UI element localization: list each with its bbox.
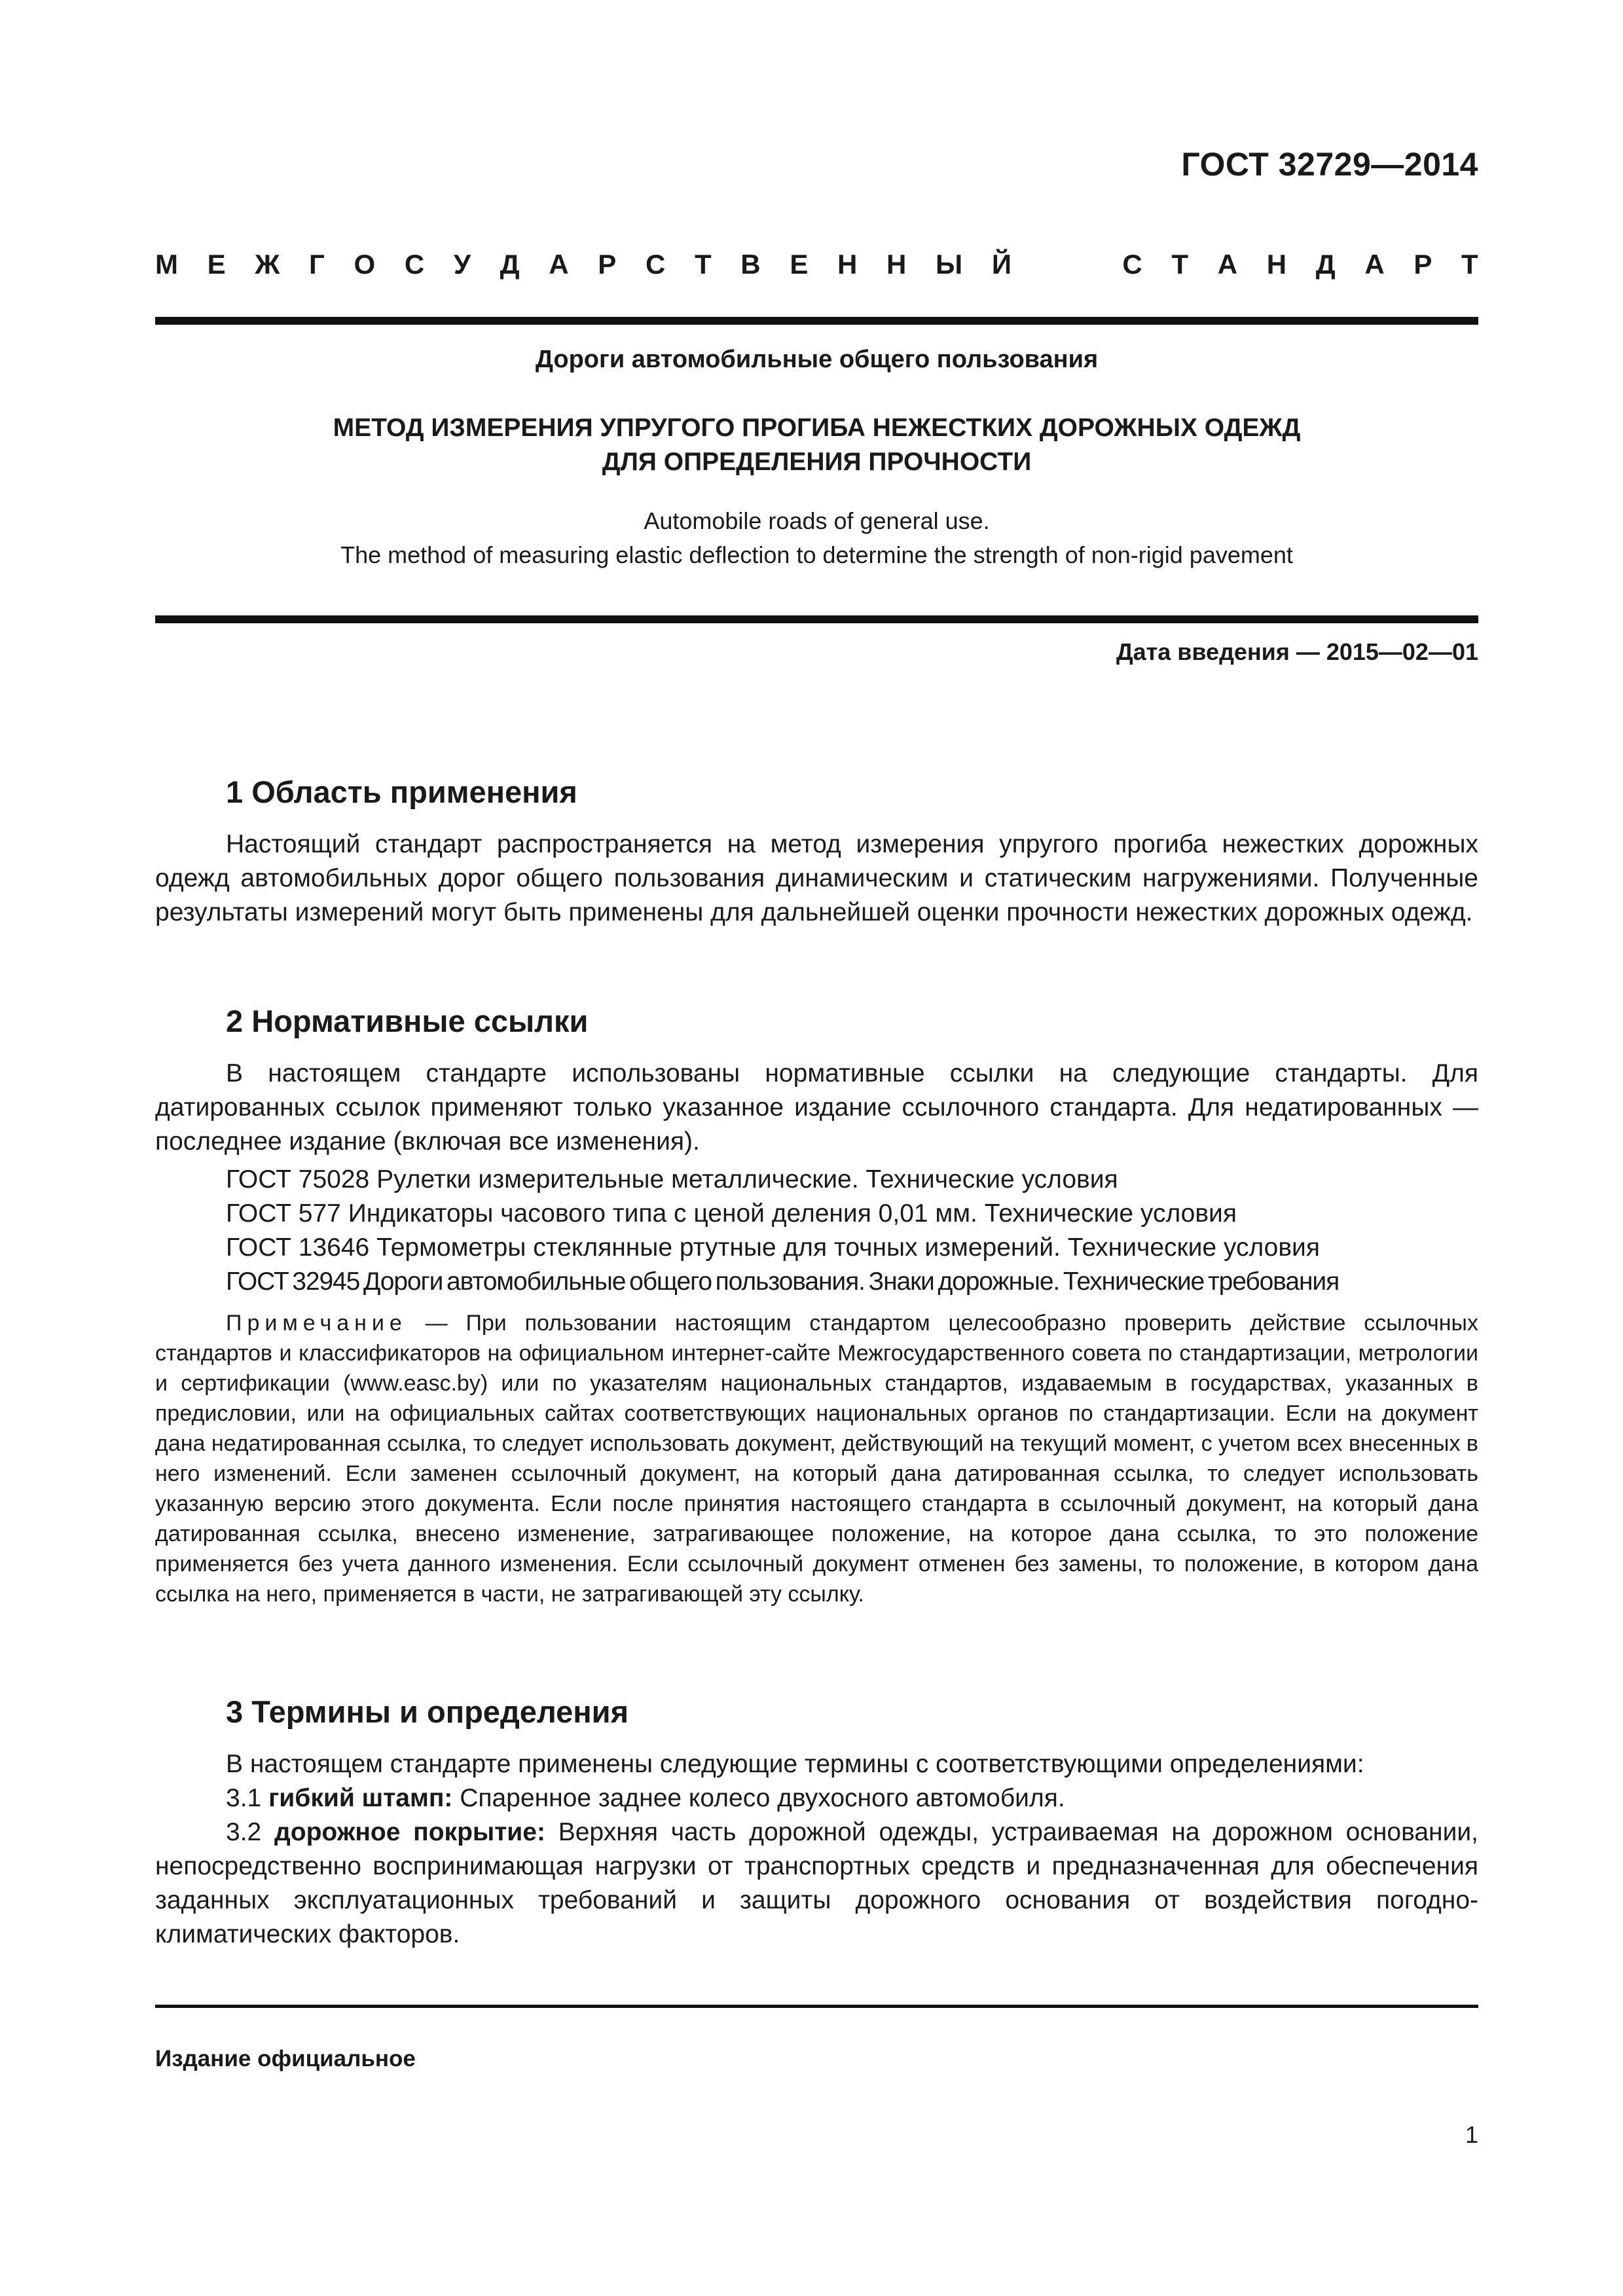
banner-letter: Р [598,249,617,280]
reference-item: ГОСТ 577 Индикаторы часового типа с ценой деления 0,01 мм. Технические условия [226,1199,1237,1228]
section-paragraph: В настоящем стандарте применены следующие термины с соответствующими определениями: [226,1750,1364,1778]
term-number: 3.2 [226,1818,274,1846]
term-definition [155,1815,1478,1952]
note-label: Примечание [226,1311,407,1336]
banner-letter: А [1217,249,1238,280]
banner-letter: Ж [255,249,280,280]
section-paragraph: В настоящем стандарте использованы нормативные ссылки на следующие стандарты. Для датированных ссылок применяют только указанное издание ссылочного стандарта. Для недатированных — последнее издание (включая все изменения). [155,1059,1478,1156]
title-divider [155,615,1478,623]
title-line: МЕТОД ИЗМЕРЕНИЯ УПРУГОГО ПРОГИБА НЕЖЕСТКИХ ДОРОЖНЫХ ОДЕЖД [333,414,1301,442]
english-title-line: The method of measuring elastic deflection to determine the strength of non-rigid pavement [340,541,1293,568]
term-definition [155,1781,1478,1815]
note-text: — При пользовании настоящим стандартом целесообразно проверить действие ссылочных стандартов и классификаторов на официальном интернет-сайте Межгосударственного совета по стандартизации, метрологии и сертификации (www.easc.by) или по указателям национальных стандартов, издаваемым в государствах, указанных в предисловии, или на официальных сайтах соответствующих национальных органов по стандартизации. Если на документ дана недатированная ссылка, то следует использовать документ, действующий на текущий момент, с учетом всех внесенных в него изменений. Если заменен ссылочный документ, на который дана датированная ссылка, то следует использовать указанную версию этого документа. Если после принятия настоящего стандарта в ссылочный документ, на который дана датированная ссылка, внесено изменение, затрагивающее положение, на которое дана ссылка, то это положение применяется без учета данного изменения. Если ссылочный документ отменен без замены, то положение, в котором дана ссылка на него, применяется в части, не затрагивающей эту ссылку. [155,1311,1478,1607]
page-number: 1 [1465,2121,1478,2148]
section-paragraph: Настоящий стандарт распространяется на метод измерения упругого прогиба нежестких дорожных одежд автомобильных дорог общего пользования динамическим и статическим нагружениями. Полученные результаты измерений могут быть применены для дальнейшей оценки прочности нежестких дорожных одежд. [155,830,1478,926]
term-name: дорожное покрытие: [274,1818,545,1846]
introduction-date: Дата введения — 2015—02—01 [1116,638,1478,665]
banner-letter: Й [991,249,1012,280]
term-text: Верхняя часть дорожной одежды, устраиваемая на дорожном основании, непосредственно воспринимающая нагрузки от транспортных средств и предназначенная для обеспечения заданных эксплуатационных требований и защиты дорожного основания от воздействия погодно-климатических факторов. [155,1818,1478,1948]
banner-letter: М [155,249,178,280]
banner-letter: Н [837,249,858,280]
document-subtitle: Дороги автомобильные общего пользования [535,346,1099,373]
banner-letter: Г [309,249,325,280]
banner-letter: О [354,249,376,280]
banner-letter: А [549,249,569,280]
document-title [155,411,1478,479]
note [155,1308,1478,1609]
banner-letter: С [645,249,666,280]
banner-letter: В [740,249,761,280]
banner-letter: Т [1461,249,1478,280]
standard-number: ГОСТ 32729—2014 [1181,146,1478,183]
banner-letter: А [1364,249,1385,280]
title-line: ДЛЯ ОПРЕДЕЛЕНИЯ ПРОЧНОСТИ [602,448,1032,476]
top-divider [155,317,1478,325]
banner-letter: Н [1266,249,1287,280]
banner-word-gap [1041,249,1093,280]
banner-letter: Н [886,249,907,280]
english-title [155,504,1478,572]
banner-letter: Т [1171,249,1189,280]
banner-letter: Е [207,249,226,280]
section-heading: 2 Нормативные ссылки [226,1004,589,1038]
english-title-line: Automobile roads of general use. [644,507,990,534]
term-name: гибкий штамп: [268,1784,453,1812]
banner-letter: Т [694,249,712,280]
section-heading: 1 Область применения [226,774,577,809]
section-terms-definitions [155,1692,1478,1952]
banner-letter: С [404,249,425,280]
banner-letter: Е [790,249,809,280]
banner-letter: У [453,249,471,280]
section-normative-references [155,1002,1478,1609]
interstate-standard-banner [155,249,1478,280]
banner-letter: С [1122,249,1142,280]
footer-divider [155,2005,1478,2008]
banner-letter: Д [500,249,520,280]
term-number: 3.1 [226,1784,269,1812]
banner-letter: Р [1413,249,1432,280]
reference-item: ГОСТ 75028 Рулетки измерительные металлические. Технические условия [226,1165,1118,1194]
reference-item: ГОСТ 13646 Термометры стеклянные ртутные для точных измерений. Технические условия [226,1233,1320,1262]
banner-letter: Д [1315,249,1336,280]
official-edition-label: Издание официальное [155,2046,416,2071]
banner-letter: Ы [936,249,963,280]
term-text: Спаренное заднее колесо двухосного автомобиля. [452,1784,1065,1812]
reference-item: ГОСТ 32945 Дороги автомобильные общего пользования. Знаки дорожные. Технические требования [226,1267,1340,1296]
section-heading: 3 Термины и определения [226,1694,629,1729]
section-scope [155,773,1478,930]
